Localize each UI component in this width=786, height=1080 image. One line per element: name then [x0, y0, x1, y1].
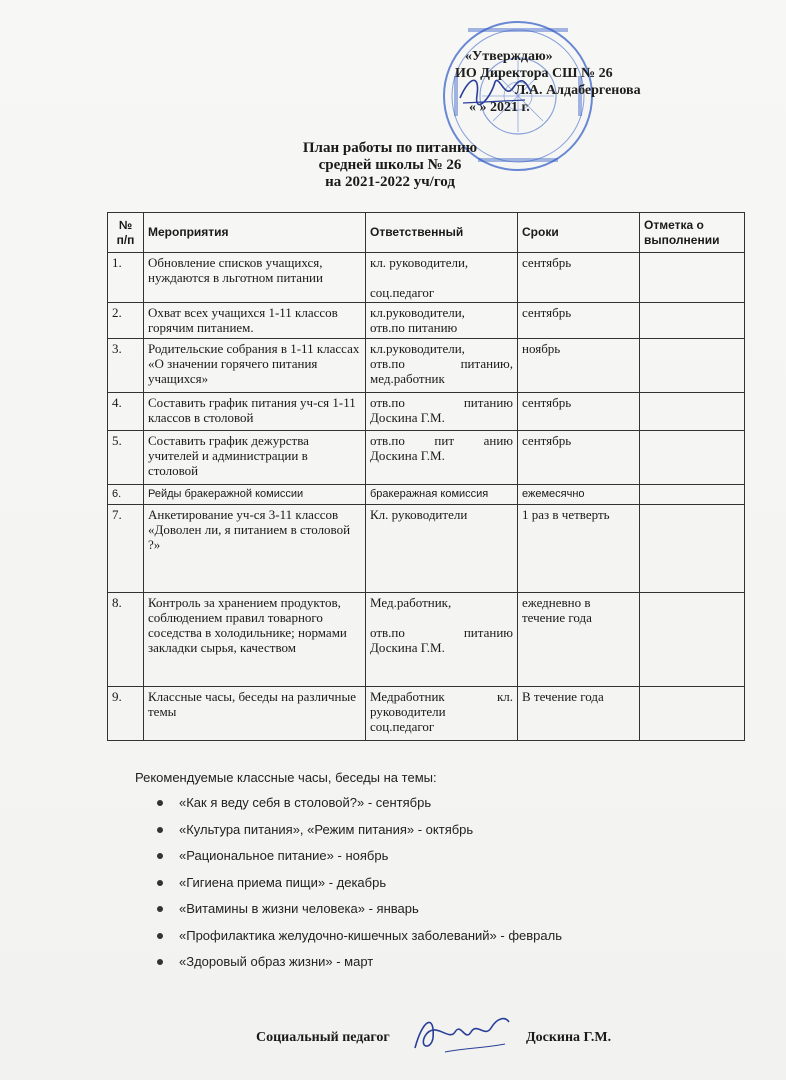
- resp-line: кл. руководители,: [370, 255, 469, 270]
- resp-line: отв.по питанию: [370, 625, 513, 640]
- table-row: [108, 593, 745, 687]
- header-number: № п/п: [108, 213, 144, 253]
- signer-role: Социальный педагог: [256, 1030, 390, 1045]
- row-mark: [640, 253, 745, 303]
- row-mark: [640, 339, 745, 393]
- row-term: ежедневно в течение года: [518, 593, 640, 687]
- resp-line: руководители: [370, 704, 446, 719]
- header-responsible: Ответственный: [366, 213, 518, 253]
- row-mark: [640, 505, 745, 593]
- row-number: 1.: [108, 253, 144, 303]
- list-item: «Культура питания», «Режим питания» - октябрь: [179, 822, 695, 849]
- resp-line: кл.руководители,: [370, 341, 465, 356]
- resp-line: [370, 610, 513, 625]
- row-mark: [640, 593, 745, 687]
- row-mark: [640, 687, 745, 741]
- row-number: 6.: [108, 485, 144, 505]
- list-item: «Рациональное питание» - ноябрь: [179, 848, 695, 875]
- row-term: ноябрь: [518, 339, 640, 393]
- nutrition-plan-table: [107, 212, 745, 741]
- resp-line: Доскина Г.М.: [370, 410, 445, 425]
- table-row: [108, 393, 745, 431]
- row-term: ежемесячно: [518, 485, 640, 505]
- resp-line: отв.по питанию: [370, 320, 458, 335]
- resp-line: соц.педагог: [370, 719, 435, 734]
- resp-line: отв.по пит анию: [370, 433, 513, 448]
- resp-line: Доскина Г.М.: [370, 640, 445, 655]
- row-responsible: [366, 593, 518, 687]
- approval-block: [455, 48, 685, 116]
- document-title: [240, 140, 540, 191]
- header-event: Мероприятия: [144, 213, 366, 253]
- row-mark: [640, 393, 745, 431]
- row-responsible: [366, 431, 518, 485]
- resp-line: Кл. руководители: [370, 507, 468, 522]
- row-term: сентябрь: [518, 253, 640, 303]
- resp-line: бракеражная комиссия: [370, 488, 489, 500]
- resp-line: мед.работник: [370, 371, 445, 386]
- row-mark: [640, 431, 745, 485]
- table-row: [108, 253, 745, 303]
- signature-line: [256, 1030, 656, 1046]
- list-item: «Как я веду себя в столовой?» - сентябрь: [179, 795, 695, 822]
- list-item: «Гигиена приема пищи» - декабрь: [179, 875, 695, 902]
- row-term: В течение года: [518, 687, 640, 741]
- approval-position: ИО Директора СШ № 26: [455, 66, 613, 81]
- row-event: Составить график питания уч-ся 1-11 классов в столовой: [144, 393, 366, 431]
- row-responsible: [366, 393, 518, 431]
- row-responsible: [366, 253, 518, 303]
- table-row: [108, 303, 745, 339]
- row-term: сентябрь: [518, 303, 640, 339]
- row-event: Составить график дежурства учителей и администрации в столовой: [144, 431, 366, 485]
- resp-line: отв.по питанию,: [370, 356, 513, 371]
- title-line-1: План работы по питанию: [302, 140, 478, 156]
- row-responsible: [366, 687, 518, 741]
- row-event: Анкетирование уч-ся 3-11 классов «Доволен ли, я питанием в столовой ?»: [144, 505, 366, 593]
- approval-date: « » 2021 г.: [469, 100, 530, 115]
- row-event: Охват всех учащихся 1-11 классов горячим питанием.: [144, 303, 366, 339]
- row-mark: [640, 303, 745, 339]
- header-mark: Отметка о выполнении: [640, 213, 745, 253]
- table-row: [108, 505, 745, 593]
- resp-line: кл.руководители,: [370, 305, 465, 320]
- row-number: 2.: [108, 303, 144, 339]
- resp-line: Мед.работник,: [370, 595, 452, 610]
- list-item: «Витамины в жизни человека» - январь: [179, 901, 695, 928]
- approval-director-name: Л.А. Алдабергенова: [515, 83, 641, 98]
- row-term: сентябрь: [518, 431, 640, 485]
- table-row: [108, 431, 745, 485]
- row-number: 3.: [108, 339, 144, 393]
- row-mark: [640, 485, 745, 505]
- row-number: 7.: [108, 505, 144, 593]
- signer-name: Доскина Г.М.: [526, 1030, 612, 1045]
- row-term: сентябрь: [518, 393, 640, 431]
- resp-line: соц.педагог: [370, 285, 435, 300]
- title-line-3: на 2021-2022 уч/год: [325, 174, 455, 190]
- recommendations-list: [135, 795, 695, 981]
- resp-line: [370, 270, 513, 285]
- row-responsible: [366, 339, 518, 393]
- table-header-row: [108, 213, 745, 253]
- row-responsible: [366, 303, 518, 339]
- list-item: «Профилактика желудочно-кишечных заболеваний» - февраль: [179, 928, 695, 955]
- header-term: Сроки: [518, 213, 640, 253]
- row-event: Родительские собрания в 1-11 классах «О значении горячего питания учащихся»: [144, 339, 366, 393]
- row-number: 8.: [108, 593, 144, 687]
- resp-line: отв.по питанию: [370, 395, 513, 410]
- row-event: Обновление списков учащихся, нуждаются в льготном питании: [144, 253, 366, 303]
- row-number: 4.: [108, 393, 144, 431]
- list-item: «Здоровый образ жизни» - март: [179, 954, 695, 981]
- row-responsible: [366, 505, 518, 593]
- resp-line: Доскина Г.М.: [370, 448, 445, 463]
- table-row: [108, 485, 745, 505]
- row-event: Контроль за хранением продуктов, соблюдением правил товарного соседства в холодильнике; нормами закладки сырья, качеством: [144, 593, 366, 687]
- title-line-2: средней школы № 26: [318, 157, 462, 173]
- recommendations-section: [135, 770, 695, 981]
- recommendations-intro: Рекомендуемые классные часы, беседы на темы:: [135, 770, 437, 785]
- table-row: [108, 339, 745, 393]
- resp-line: Медработник кл.: [370, 689, 513, 704]
- row-event: Классные часы, беседы на различные темы: [144, 687, 366, 741]
- row-responsible: [366, 485, 518, 505]
- row-number: 5.: [108, 431, 144, 485]
- row-event: Рейды бракеражной комиссии: [144, 485, 366, 505]
- approval-heading: «Утверждаю»: [465, 49, 553, 64]
- row-term: 1 раз в четверть: [518, 505, 640, 593]
- row-number: 9.: [108, 687, 144, 741]
- table-row: [108, 687, 745, 741]
